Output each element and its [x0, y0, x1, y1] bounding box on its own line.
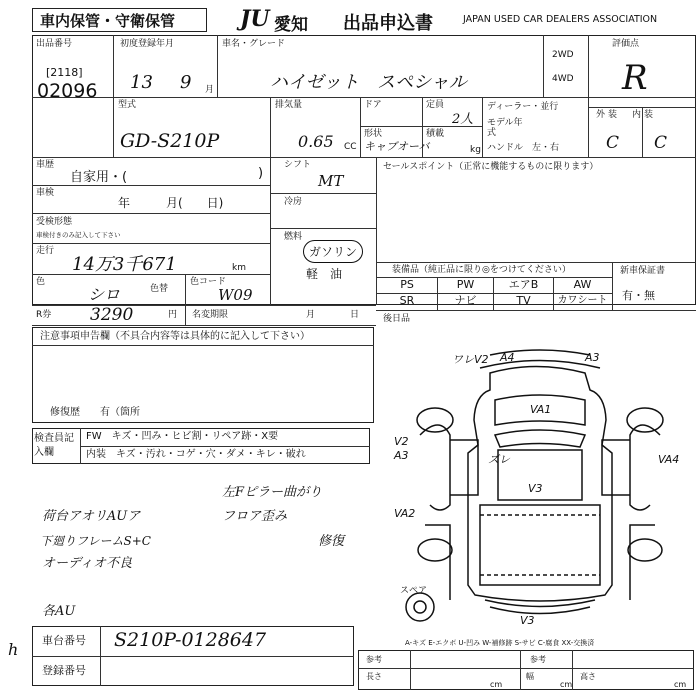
warranty-value: 有・無: [622, 289, 655, 302]
recycle-label: R券: [36, 310, 52, 320]
lot-number: 02096: [37, 80, 98, 102]
color-change-label: 色替: [150, 284, 169, 294]
load-label: 積載: [426, 129, 445, 139]
shaken-value: 年 月( 日): [118, 196, 224, 210]
note-each: 各AU: [42, 604, 76, 619]
diagram-label-1: A4: [500, 351, 515, 364]
name-label: 車名・グレード: [222, 39, 286, 49]
dealer-label: ディーラー・並行: [487, 102, 559, 112]
shift-label: シフト: [284, 160, 312, 170]
mileage-value: 14万3千671: [72, 254, 177, 275]
grade-label: 評価点: [612, 39, 640, 49]
disp-label: 排気量: [275, 100, 303, 110]
shape-value: キャブオーバ: [364, 140, 430, 153]
diagram-label-10: V3: [520, 614, 535, 627]
lot-small: [2118]: [46, 66, 83, 79]
diagram-label-2: A3: [585, 351, 600, 364]
repair-label: 修復歴 有（箇所: [50, 407, 140, 418]
width-label: 幅: [526, 672, 534, 681]
diagram-label-3: VA1: [530, 403, 552, 416]
size-box: [358, 650, 694, 690]
association-name: JAPAN USED CAR DEALERS ASSOCIATION: [463, 14, 658, 25]
diagram-label-0: ワレV2: [452, 353, 489, 366]
warranty-label: 新車保証書: [620, 266, 666, 276]
fuel-value: ガソリン: [303, 240, 363, 263]
equip-airbag: エアB: [508, 278, 539, 291]
chassis-label: 車台番号: [42, 634, 86, 647]
handle-label: ハンドル 左・右: [487, 143, 560, 153]
equip-leather: カワシート: [557, 295, 608, 306]
model-value: GD-S210P: [120, 130, 220, 152]
history-close: ): [258, 166, 264, 181]
model-label: 型式: [118, 100, 137, 110]
sales-label: セールスポイント（正常に機能するものに限ります）: [383, 162, 599, 172]
int-value: C: [654, 133, 668, 153]
reg-month: 9: [180, 72, 192, 93]
transfer-month: 月: [306, 310, 316, 320]
color-value: シロ: [88, 285, 121, 304]
ref-label-2: 参考: [530, 655, 546, 664]
history-label: 車歴: [36, 160, 55, 170]
history-value: 自家用・(: [70, 170, 128, 185]
car-name: ハイゼット スペシャル: [270, 72, 467, 93]
shift-value: MT: [318, 172, 344, 190]
equip-aw: AW: [573, 278, 592, 291]
diagram-label-5: A3: [394, 449, 409, 462]
chassis-value: S210P-0128647: [114, 629, 267, 651]
car-damage-diagram: [380, 345, 690, 645]
ext-int-label: 外装 内装: [596, 110, 657, 120]
note-audio: オーディオ不良: [42, 556, 132, 571]
receive-note: 車検付きのみ記入して下さい: [36, 231, 121, 239]
equip-sr: SR: [399, 294, 415, 307]
equip-tv: TV: [516, 294, 531, 307]
width-cm: cm: [560, 680, 573, 689]
length-label: 長さ: [366, 672, 382, 681]
cc-unit: CC: [344, 142, 357, 152]
ref-label-1: 参考: [366, 655, 382, 664]
fuel-alt: 軽 油: [306, 267, 343, 281]
diagram-label-8: V3: [528, 482, 543, 495]
cap-value: 2人: [452, 112, 474, 127]
spare-label: スペア: [400, 586, 428, 596]
equip-navi: ナビ: [454, 294, 477, 307]
shaken-label: 車検: [36, 188, 55, 198]
mileage-label: 走行: [36, 246, 55, 256]
seat-label: 後日品: [383, 314, 411, 324]
equip-label: 装備品（純正品に限り◎をつけてください）: [392, 265, 571, 275]
drive-2wd: 2WD: [552, 50, 574, 60]
height-label: 高さ: [580, 672, 596, 681]
note-bed: 荷台アオリAUア: [42, 509, 141, 524]
diagram-label-9: VA2: [394, 507, 416, 520]
regno-label: 登録番号: [42, 664, 86, 677]
color-label: 色: [36, 277, 46, 287]
recycle-value: 3290: [90, 305, 134, 325]
month-unit: 月: [205, 85, 215, 95]
logo-city: 愛知: [274, 15, 308, 35]
equip-ps: PS: [400, 278, 414, 291]
door-label: ドア: [364, 100, 382, 110]
note-frame: 下廻りフレームS+C: [40, 534, 151, 548]
yen-unit: 円: [168, 310, 178, 320]
length-cm: cm: [490, 680, 503, 689]
inspector-label: 検査員記入欄: [34, 433, 74, 458]
model-year-label: モデル年式: [487, 118, 523, 138]
form-title: 出品申込書: [343, 13, 433, 34]
shape-label: 形状: [364, 129, 383, 139]
aircon-label: 冷房: [284, 197, 303, 207]
note-floor: フロア歪み: [222, 509, 288, 524]
receive-label: 受検形態: [36, 217, 73, 227]
color-code-value: W09: [218, 286, 253, 304]
color-code-label: 色コード: [190, 277, 227, 287]
reg-year: 13: [130, 72, 153, 93]
storage-label: 車内保管・守衛保管: [40, 12, 176, 30]
equip-pw: PW: [456, 278, 475, 291]
transfer-label: 名変期限: [192, 310, 229, 320]
grade-value: R: [622, 58, 648, 98]
diagram-label-4: V2: [394, 435, 409, 448]
kg-unit: kg: [470, 145, 481, 155]
diagram-legend: A-キズ E-エクボ U-凹み W-補修跡 S-サビ C-腐食 XX-交換済: [405, 639, 595, 647]
diagram-label-6: ズレ: [488, 453, 510, 466]
margin-mark: h: [8, 640, 19, 659]
lot-label: 出品番号: [36, 39, 73, 49]
cap-label: 定員: [426, 100, 445, 110]
ext-value: C: [606, 133, 620, 153]
inspect-line1: FW キズ・凹み・ヒビ割・リペア跡・X要: [86, 431, 279, 442]
km-unit: km: [232, 263, 246, 273]
drive-4wd: 4WD: [552, 74, 574, 84]
notes-label: 注意事項申告欄（不具合内容等は具体的に記入して下さい）: [40, 331, 310, 342]
fuel-label: 燃料: [284, 232, 303, 242]
ju-logo: JU: [240, 6, 270, 32]
disp-value: 0.65: [298, 132, 334, 151]
note-repair: 修復: [318, 534, 345, 549]
inspect-line2: 内装 キズ・汚れ・コゲ・穴・ダメ・キレ・破れ: [86, 449, 306, 460]
transfer-day: 日: [350, 310, 360, 320]
note-pillar: 左Fピラー曲がり: [222, 485, 323, 500]
height-cm: cm: [674, 680, 687, 689]
reg-label: 初度登録年月: [120, 39, 175, 49]
diagram-label-7: VA4: [658, 453, 680, 466]
